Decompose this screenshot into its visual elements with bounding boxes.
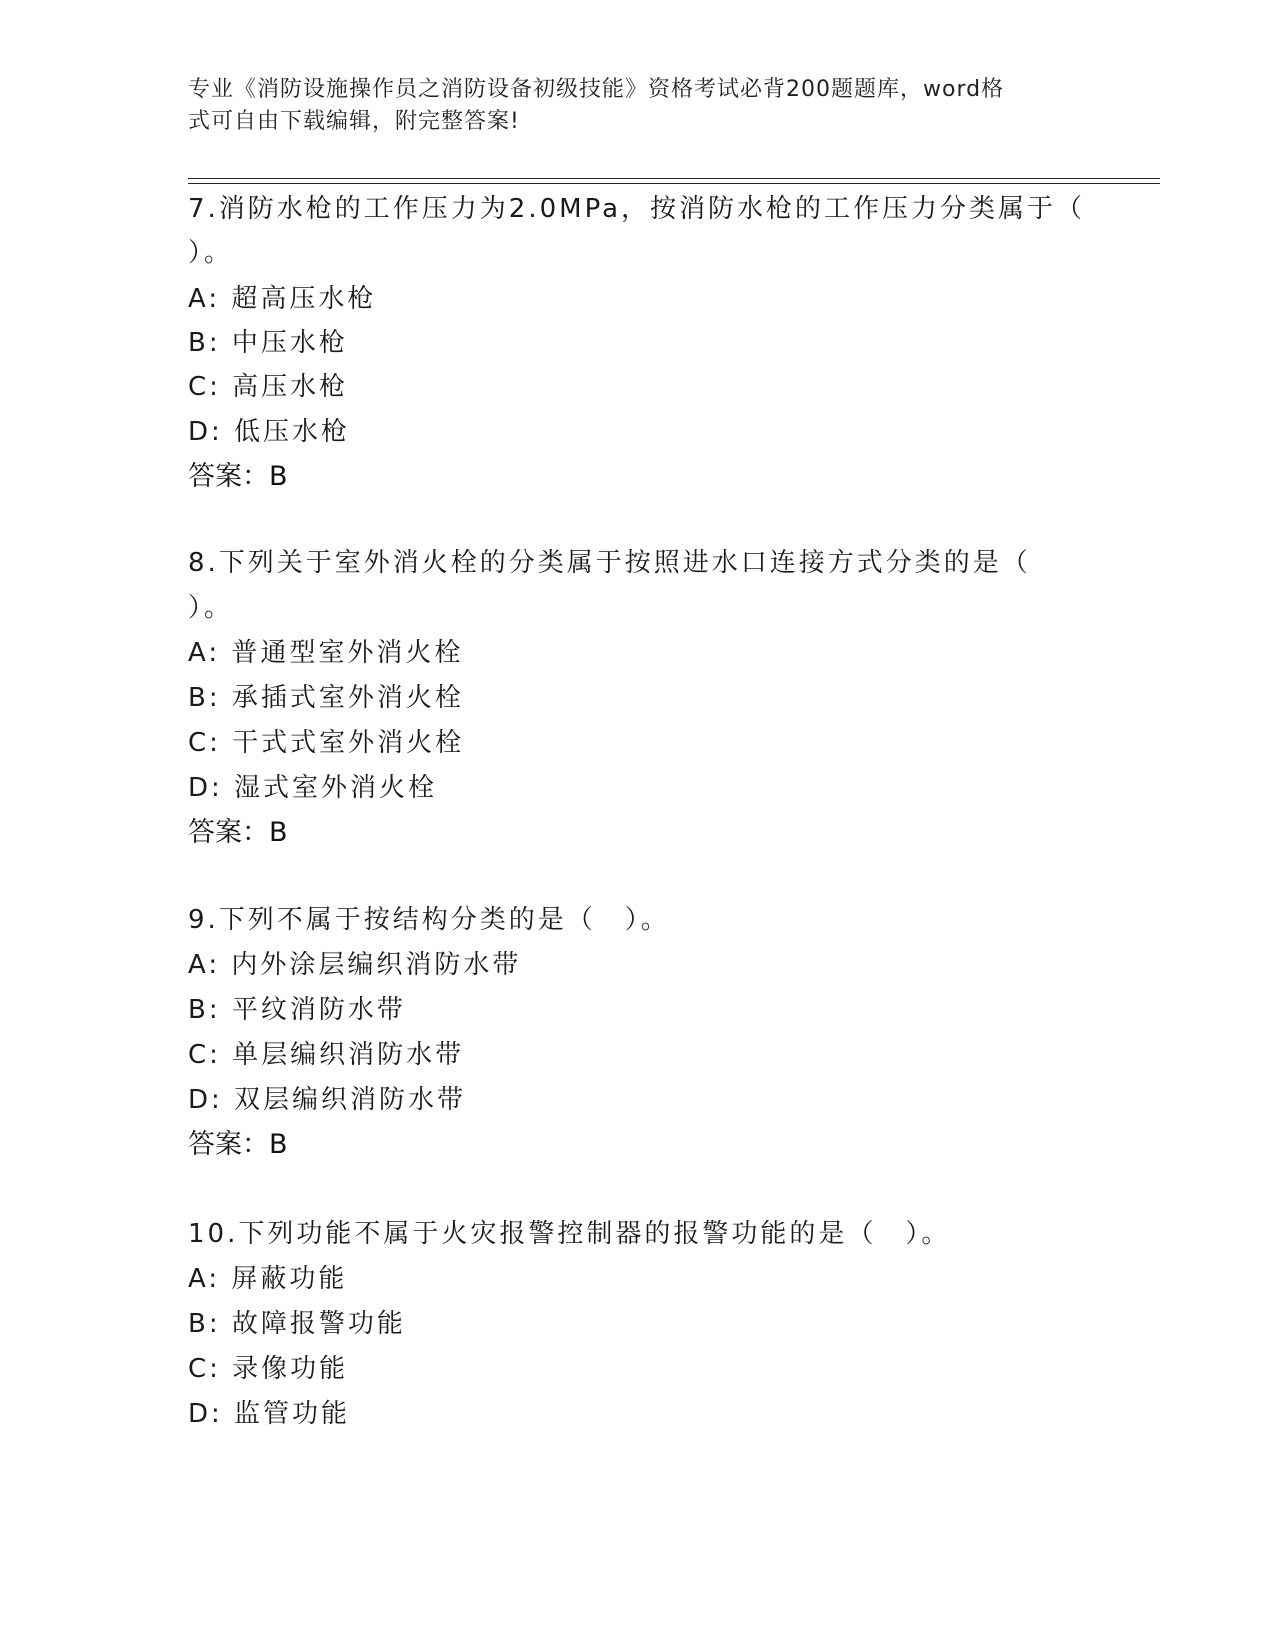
question-10-option-c: C: 录像功能 [188,1354,349,1384]
question-9-option-d: D: 双层编织消防水带 [188,1085,467,1115]
question-7-answer: 答案：B [188,461,288,492]
question-10-option-b: B: 故障报警功能 [188,1309,406,1339]
header-line-1: 专业《消防设施操作员之消防设备初级技能》资格考试必背200题题库，word格 [188,77,1005,102]
header-line-2: 式可自由下载编辑，附完整答案! [188,109,520,134]
question-9-option-a: A: 内外涂层编织消防水带 [188,950,522,980]
question-9-option-b: B: 平纹消防水带 [188,995,406,1025]
question-8-stem-line-1: 8.下列关于室外消火栓的分类属于按照进水口连接方式分类的是（ [188,548,1031,578]
question-8-option-a: A: 普通型室外消火栓 [188,638,464,668]
question-9-option-c: C: 单层编织消防水带 [188,1040,465,1070]
header-divider-top [188,178,1160,179]
header-divider-bottom [188,183,1160,184]
question-7-stem-line-2: ）。 [188,238,234,268]
question-7-option-a: A: 超高压水枪 [188,284,377,314]
question-7-option-d: D: 低压水枪 [188,417,351,447]
question-8-stem-line-2: ）。 [188,593,234,623]
question-8-answer: 答案：B [188,817,288,848]
question-7-option-b: B: 中压水枪 [188,328,348,358]
question-9-answer: 答案：B [188,1129,288,1160]
question-7-option-c: C: 高压水枪 [188,372,349,402]
question-8-option-c: C: 干式式室外消火栓 [188,728,465,758]
document-header [188,74,1088,138]
question-10-stem: 10.下列功能不属于火灾报警控制器的报警功能的是（ ）。 [188,1219,951,1249]
question-8-option-b: B: 承插式室外消火栓 [188,683,464,713]
question-7-stem-line-1: 7.消防水枪的工作压力为2.0MPa，按消防水枪的工作压力分类属于（ [188,194,1086,224]
question-8-option-d: D: 湿式室外消火栓 [188,773,438,803]
question-10-option-d: D: 监管功能 [188,1399,351,1429]
question-10-option-a: A: 屏蔽功能 [188,1264,348,1294]
question-9-stem: 9.下列不属于按结构分类的是（ ）。 [188,905,670,935]
